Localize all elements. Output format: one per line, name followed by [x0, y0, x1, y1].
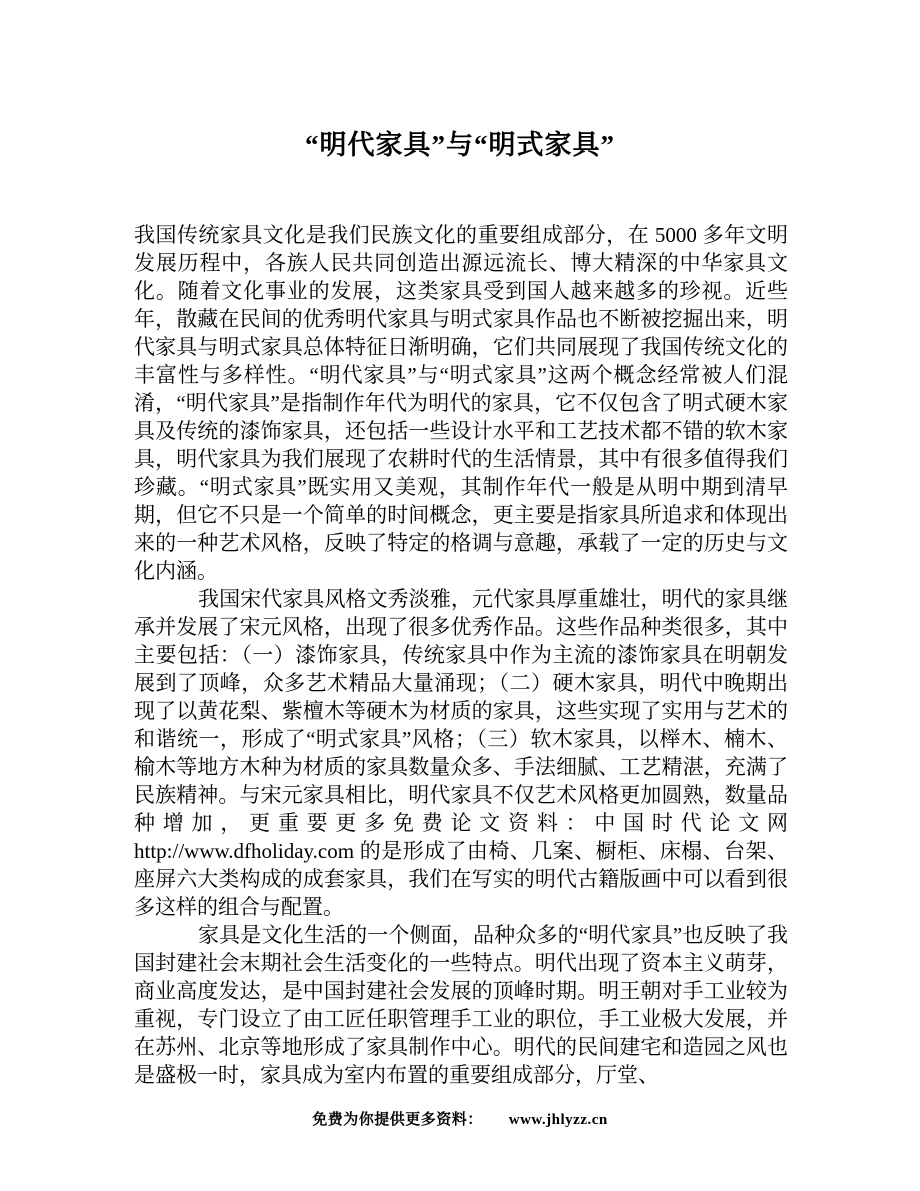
paragraph-3: 家具是文化生活的一个侧面，品种众多的“明代家具”也反映了我国封建社会末期社会生活变化的一些特点。明代出现了资本主义萌芽，商业高度发达，是中国封建社会发展的顶峰时期。明王朝对手工业较为重视，专门设立了由工匠任职管理手工业的职位，手工业极大发展，并在苏州、北京等地形成了家具制作中心。明代的民间建宅和造园之风也是盛极一时，家具成为室内布置的重要组成部分，厅堂、: [134, 923, 788, 1087]
footer-url: www.jhlyzz.cn: [508, 1112, 608, 1128]
document-body: [134, 221, 788, 1089]
footer-label: 免费为你提供更多资料：: [312, 1112, 483, 1128]
page-title: “明代家具”与“明式家具”: [305, 130, 615, 160]
paragraph-1: 我国传统家具文化是我们民族文化的重要组成部分，在 5000 多年文明发展历程中，各族人民共同创造出源远流长、博大精深的中华家具文化。随着文化事业的发展，这类家具受到国人越来越多的珍视。近些年，散藏在民间的优秀明代家具与明式家具作品也不断被挖掘出来，明代家具与明式家具总体特征日渐明确，它们共同展现了我国传统文化的丰富性与多样性。“明代家具”与“明式家具”这两个概念经常被人们混淆，“明代家具”是指制作年代为明代的家具，它不仅包含了明式硬木家具及传统的漆饰家具，还包括一些设计水平和工艺技术都不错的软木家具，明代家具为我们展现了农耕时代的生活情景，其中有很多值得我们珍藏。“明式家具”既实用又美观，其制作年代一般是从明中期到清早期，但它不只是一个简单的时间概念，更主要是指家具所追求和体现出来的一种艺术风格，反映了特定的格调与意趣，承载了一定的历史与文化内涵。: [134, 223, 788, 583]
page-footer: [0, 1108, 920, 1129]
paragraph-2: 我国宋代家具风格文秀淡雅，元代家具厚重雄壮，明代的家具继承并发展了宋元风格，出现了很多优秀作品。这些作品种类很多，其中主要包括：（一）漆饰家具，传统家具中作为主流的漆饰家具在明朝发展到了顶峰，众多艺术精品大量涌现；（二）硬木家具，明代中晚期出现了以黄花梨、紫檀木等硬木为材质的家具，这些实现了实用与艺术的和谐统一，形成了“明式家具”风格；（三）软木家具，以榉木、楠木、榆木等地方木种为材质的家具数量众多、手法细腻、工艺精湛，充满了民族精神。与宋元家具相比，明代家具不仅艺术风格更加圆熟，数量品种增加，更重要更多免费论文资料：中国时代论文网 http://www.dfholiday.com 的是形成了由椅、几案、橱柜、床榻、台架、座屏六大类构成的成套家具，我们在写实的明代古籍版画中可以看到很多这样的组合与配置。: [134, 587, 788, 919]
